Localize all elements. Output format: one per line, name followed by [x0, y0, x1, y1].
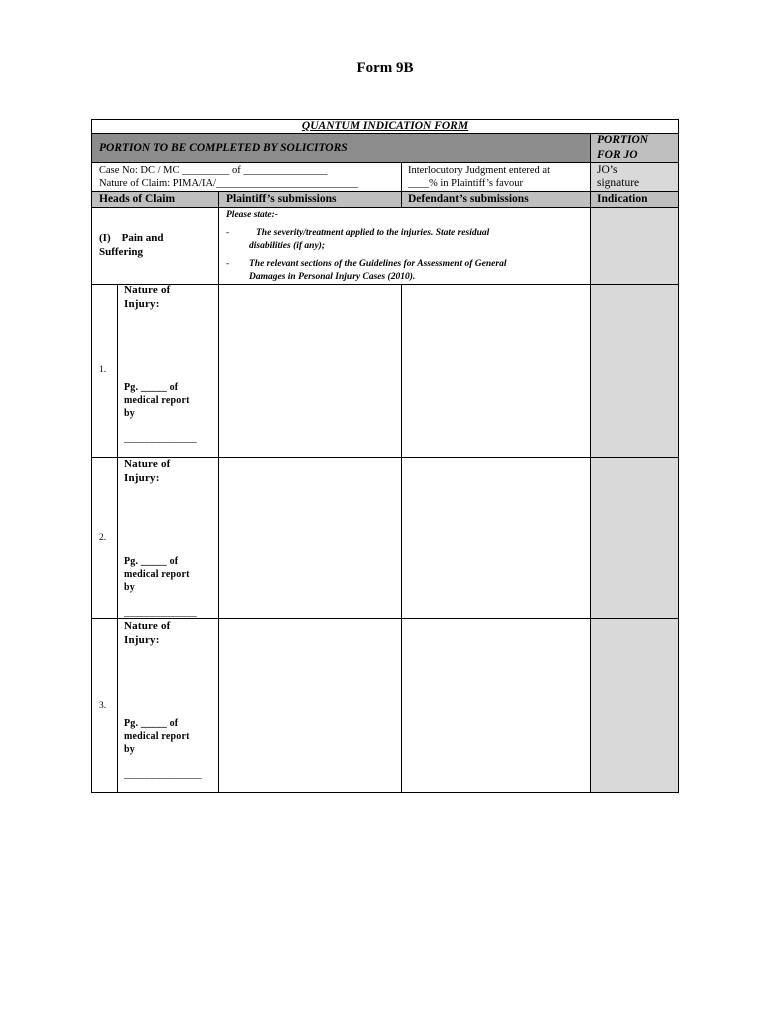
- nature-of-claim-field[interactable]: Nature of Claim: PIMA/IA/___________________________: [99, 178, 358, 189]
- indication-header: Indication: [597, 193, 648, 205]
- rule: [678, 119, 679, 793]
- medical-report-by-label: by: [124, 582, 135, 593]
- interlocutory-percent-field[interactable]: ____% in Plaintiff’s favour: [408, 178, 523, 189]
- injury-number: 3.: [99, 701, 107, 711]
- indication-cell-1: [591, 285, 678, 457]
- instruction-severity: The severity/treatment applied to the injuries. State residual: [256, 228, 490, 238]
- heads-of-claim-header: Heads of Claim: [99, 193, 176, 205]
- case-number-field[interactable]: Case No: DC / MC _________ of ________________: [99, 165, 328, 176]
- bullet-dash: -: [226, 228, 230, 238]
- jo-portion-line2: FOR JO: [597, 149, 638, 161]
- medical-report-page-field[interactable]: Pg. _____ of: [124, 718, 179, 729]
- nature-of-injury-label: Nature of: [124, 284, 171, 296]
- medical-report-by-label: by: [124, 744, 135, 755]
- medical-report-label: medical report: [124, 395, 190, 406]
- rule: [401, 284, 402, 793]
- instruction-severity-2: disabilities (if any);: [249, 241, 325, 251]
- medical-report-by-label: by: [124, 408, 135, 419]
- rule: [218, 191, 219, 284]
- rule: [91, 119, 92, 793]
- medical-report-label: medical report: [124, 569, 190, 580]
- jo-portion-line1: PORTION: [597, 134, 649, 146]
- rule: [401, 162, 402, 208]
- solicitors-portion-label: PORTION TO BE COMPLETED BY SOLICITORS: [99, 142, 348, 154]
- bullet-dash: -: [226, 259, 230, 269]
- form-number: Form 9B: [356, 60, 414, 76]
- medical-report-page-field[interactable]: Pg. _____ of: [124, 556, 179, 567]
- plaintiff-submissions-header: Plaintiff’s submissions: [226, 193, 337, 205]
- nature-of-injury-label: Injury:: [124, 634, 160, 646]
- indication-cell-2: [591, 458, 678, 618]
- jo-signature-label-1: JO’s: [597, 164, 618, 176]
- rule: [590, 133, 591, 793]
- form-name: QUANTUM INDICATION FORM: [301, 120, 469, 132]
- nature-of-injury-label: Nature of: [124, 620, 171, 632]
- medical-report-page-field[interactable]: Pg. _____ of: [124, 382, 179, 393]
- nature-of-injury-label: Nature of: [124, 458, 171, 470]
- nature-of-injury-label: Injury:: [124, 472, 160, 484]
- injury-number: 2.: [99, 533, 107, 543]
- nature-of-injury-label: Injury:: [124, 298, 160, 310]
- indication-cell-3: [591, 619, 678, 792]
- medical-report-author-field[interactable]: ______________: [124, 433, 197, 444]
- injury-number: 1.: [99, 365, 107, 375]
- interlocutory-label: Interlocutory Judgment entered at: [408, 165, 550, 176]
- please-state-label: Please state:-: [226, 210, 278, 220]
- rule: [117, 284, 118, 793]
- defendant-submissions-header: Defendant’s submissions: [408, 193, 529, 205]
- medical-report-author-field[interactable]: _______________: [124, 769, 202, 780]
- pain-label-line2: Suffering: [99, 246, 143, 258]
- jo-signature-label-2: signature: [597, 177, 640, 189]
- instruction-guidelines-2: Damages in Personal Injury Cases (2010).: [249, 272, 416, 282]
- indication-cell-pain: [591, 208, 678, 284]
- medical-report-label: medical report: [124, 731, 190, 742]
- instruction-guidelines: The relevant sections of the Guidelines for Assessment of General: [249, 259, 507, 269]
- rule: [218, 284, 219, 793]
- pain-label-line1: (I) Pain and: [99, 232, 164, 244]
- medical-report-author-field[interactable]: ______________: [124, 607, 197, 618]
